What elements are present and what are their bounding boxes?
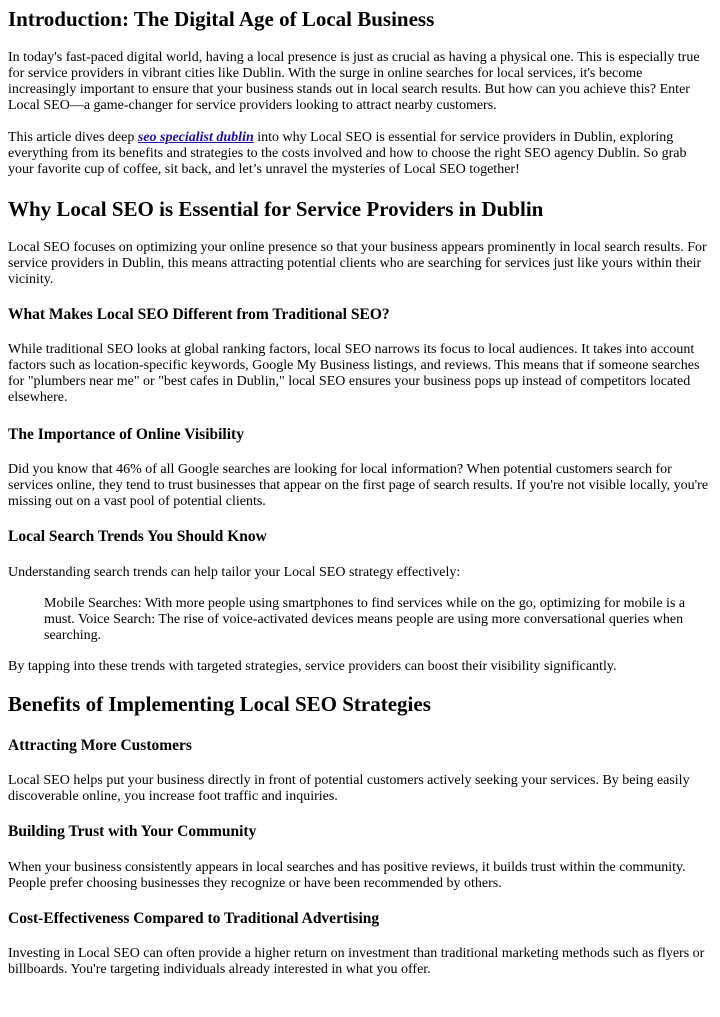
trends-quote: Mobile Searches: With more people using smartphones to find services while on the go, optimizing for mobile is a must. Voice Search: The rise of voice-activated devices means people are using more conversational queries when searching. (44, 596, 686, 643)
trends-paragraph-2: By tapping into these trends with targeted strategies, service providers can boost their visibility significantly. (8, 659, 617, 674)
intro-paragraph-1: In today's fast-paced digital world, having a local presence is just as crucial as having a physical one. This is especially true for service providers in vibrant cities like Dublin. With the surge in online searches for local services, it's become increasingly important to ensure that your business stands out in local search results. But how can you achieve this? Enter Local SEO—a game-changer for service providers looking to attract nearby customers. (8, 50, 700, 113)
attract-heading: Attracting More Customers (8, 737, 192, 754)
why-local-seo-heading: Why Local SEO is Essential for Service Providers in Dublin (8, 197, 544, 221)
difference-paragraph: While traditional SEO looks at global ranking factors, local SEO narrows its focus to local audiences. It takes into account factors such as location-specific keywords, Google My Business listings, and reviews. This means that if someone searches for "plumbers near me" or "best cafes in Dublin," local SEO ensures your business pops up instead of competitors located elsewhere. (8, 342, 700, 405)
cost-heading: Cost-Effectiveness Compared to Traditional Advertising (8, 910, 380, 927)
trends-heading: Local Search Trends You Should Know (8, 528, 267, 545)
trends-paragraph: Understanding search trends can help tailor your Local SEO strategy effectively: (8, 565, 461, 580)
intro-paragraph-2-start: This article dives deep (8, 130, 138, 145)
visibility-paragraph: Did you know that 46% of all Google searches are looking for local information? When potential customers search for services online, they tend to trust businesses that appear on the first page of search results. If you're not visible locally, you're missing out on a vast pool of potential clients. (8, 462, 709, 509)
intro-paragraph-2-end: into why Local SEO is essential for service providers in Dublin, exploring everything from its benefits and strategies to the costs involved and how to choose the right SEO agency Dublin. So grab your favorite cup of coffee, sit back, and let’s unravel the mysteries of Local SEO together! (8, 130, 687, 177)
cost-paragraph: Investing in Local SEO can often provide a higher return on investment than traditional marketing methods such as flyers or billboards. You're targeting individuals already interested in what you offer. (8, 946, 705, 977)
seo-specialist-dublin-link[interactable]: seo specialist dublin (137, 130, 254, 145)
trust-heading: Building Trust with Your Community (8, 823, 257, 840)
why-local-seo-paragraph: Local SEO focuses on optimizing your online presence so that your business appears prominently in local search results. For service providers in Dublin, this means attracting potential clients who are searching for services just like yours within their vicinity. (8, 240, 707, 287)
trust-paragraph: When your business consistently appears in local searches and has positive reviews, it builds trust within the community. People prefer choosing businesses they recognize or have been recommended by others. (8, 860, 686, 891)
benefits-heading: Benefits of Implementing Local SEO Strategies (8, 692, 431, 716)
intro-heading: Introduction: The Digital Age of Local Business (8, 7, 435, 31)
visibility-heading: The Importance of Online Visibility (8, 426, 244, 443)
difference-heading: What Makes Local SEO Different from Traditional SEO? (8, 306, 390, 323)
intro-paragraph-2 (8, 130, 714, 178)
attract-paragraph: Local SEO helps put your business directly in front of potential customers actively seeking your services. By being easily discoverable online, you increase foot traffic and inquiries. (8, 773, 690, 804)
